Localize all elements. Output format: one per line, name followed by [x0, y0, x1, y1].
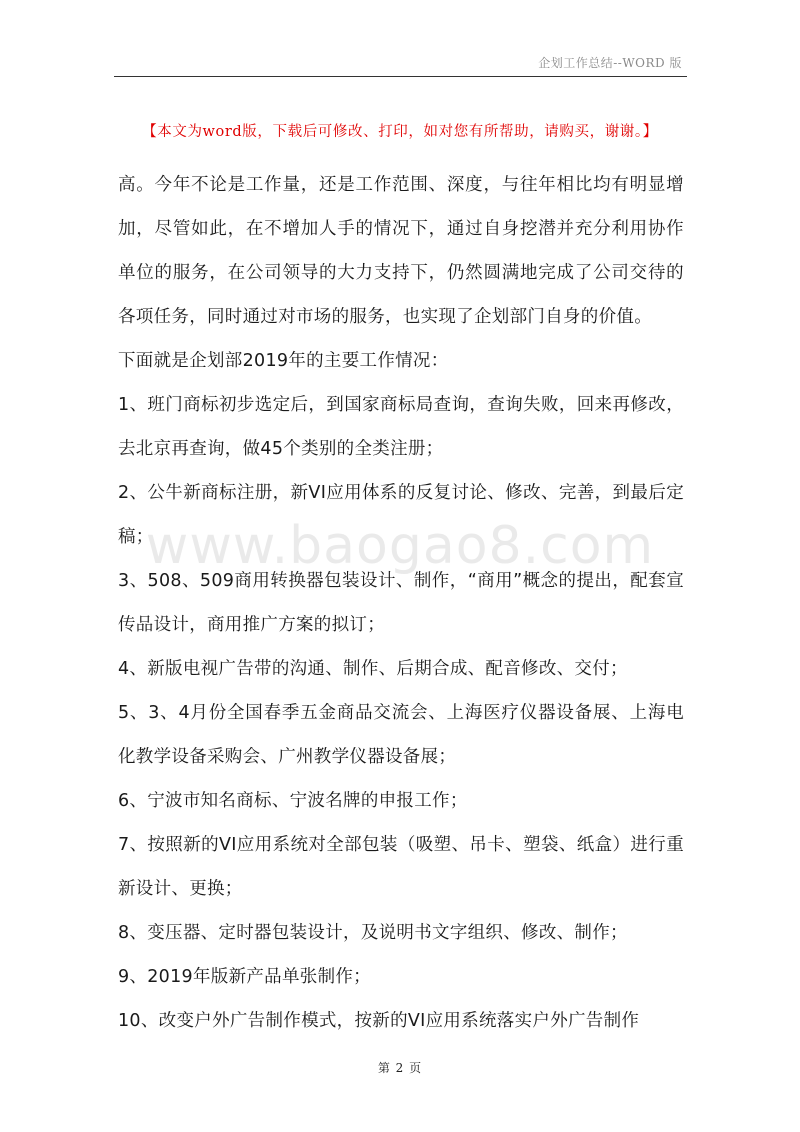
- list-item: 2、公牛新商标注册，新VI应用体系的反复讨论、修改、完善，到最后定稿；: [118, 483, 684, 547]
- list-item: 10、改变户外广告制作模式，按新的VI应用系统落实户外广告制作: [118, 1011, 640, 1031]
- page-number: 第 2 页: [377, 1061, 423, 1075]
- list-item: 9、2019年版新产品单张制作；: [118, 967, 371, 987]
- document-body: [118, 163, 684, 1043]
- list-item: 1、班门商标初步选定后，到国家商标局查询，查询失败，回来再修改，去北京再查询，做45个类别的全类注册；: [118, 395, 684, 459]
- paragraph-intro: 高。今年不论是工作量，还是工作范围、深度，与往年相比均有明显增加，尽管如此，在不增加人手的情况下，通过自身挖潜并充分利用协作单位的服务，在公司领导的大力支持下，仍然圆满地完成了公司交待的各项任务，同时通过对市场的服务，也实现了企划部门自身的价值。: [118, 175, 684, 327]
- document-header: 企划工作总结--WORD 版: [538, 56, 682, 70]
- list-item: 3、508、509商用转换器包装设计、制作，“商用”概念的提出，配套宣传品设计，商用推广方案的拟订；: [118, 571, 684, 635]
- list-item: 5、3、4月份全国春季五金商品交流会、上海医疗仪器设备展、上海电化教学设备采购会、广州教学仪器设备展；: [118, 703, 684, 767]
- list-item: 6、宁波市知名商标、宁波名牌的申报工作；: [118, 791, 468, 811]
- paragraph-heading: 下面就是企划部2019年的主要工作情况：: [118, 351, 449, 371]
- header-divider: [114, 76, 687, 77]
- list-item: 7、按照新的VI应用系统对全部包装（吸塑、吊卡、塑袋、纸盒）进行重新设计、更换；: [118, 835, 684, 899]
- list-item: 4、新版电视广告带的沟通、制作、后期合成、配音修改、交付；: [118, 659, 628, 679]
- download-notice: 【本文为word版，下载后可修改、打印，如对您有所帮助，请购买，谢谢。】: [142, 124, 658, 140]
- list-item: 8、变压器、定时器包装设计，及说明书文字组织、修改、制作；: [118, 923, 628, 943]
- watermark: www.baogao8.com: [145, 516, 655, 576]
